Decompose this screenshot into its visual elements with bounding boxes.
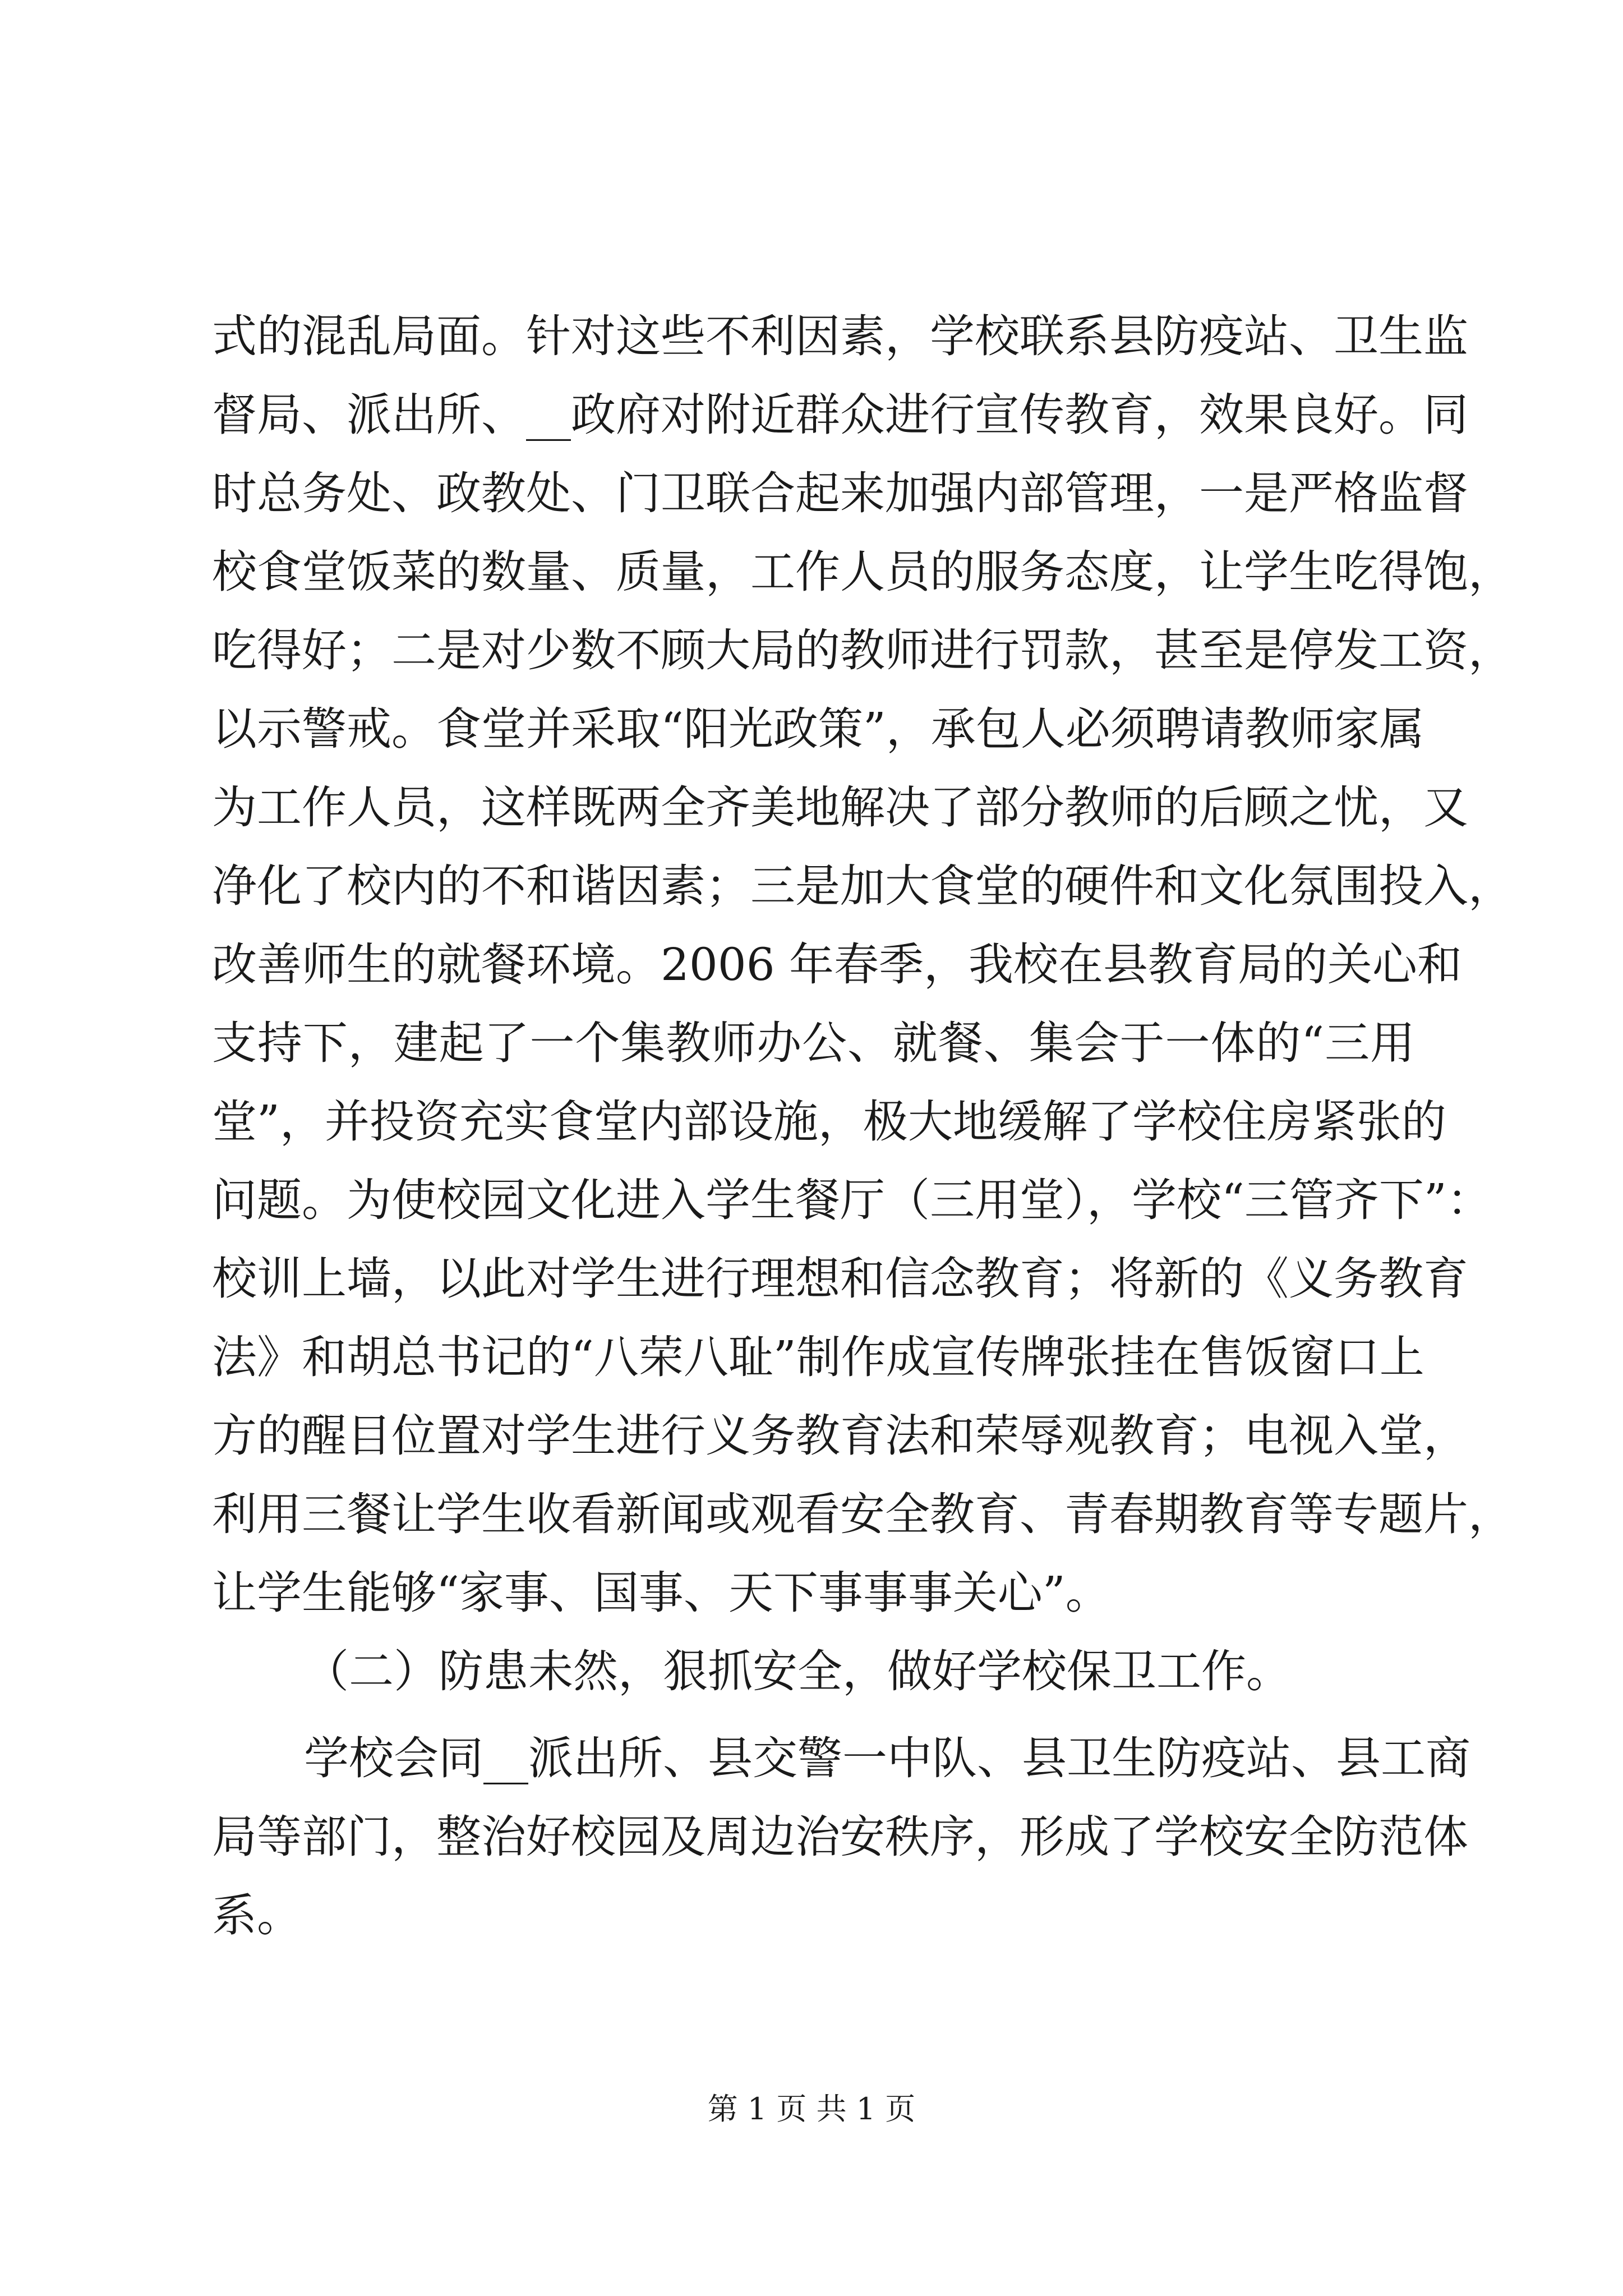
- body-text-line: 为工作人员，这样既两全齐美地解决了部分教师的后顾之忧，又: [212, 781, 1468, 834]
- body-text-line: 局等部门，整治好校园及周边治安秩序，形成了学校安全防范体: [212, 1811, 1468, 1863]
- body-text-line: 以示警戒。食堂并采取“阳光政策”，承包人必须聘请教师家属: [212, 703, 1424, 755]
- section-heading: （二）防患未然，狠抓安全，做好学校保卫工作。: [304, 1645, 1291, 1697]
- body-text-line: 改善师生的就餐环境。2006 年春季，我校在县教育局的关心和: [212, 938, 1463, 991]
- body-text-line: 支持下，建起了一个集教师办公、就餐、集会于一体的“三用: [212, 1017, 1415, 1069]
- body-text-line: 时总务处、政教处、门卫联合起来加强内部管理，一是严格监督: [212, 467, 1468, 519]
- body-text-line: 法》和胡总书记的“八荣八耻”制作成宣传牌张挂在售饭窗口上: [212, 1331, 1424, 1383]
- body-text-line: 利用三餐让学生收看新闻或观看安全教育、青春期教育等专题片，: [212, 1488, 1513, 1540]
- body-text-line: 校训上墙，以此对学生进行理想和信念教育；将新的《义务教育: [212, 1253, 1468, 1305]
- body-text-line: 吃得好；二是对少数不顾大局的教师进行罚款，甚至是停发工资，: [212, 624, 1513, 677]
- body-text-line: 净化了校内的不和谐因素；三是加大食堂的硬件和文化氛围投入，: [212, 860, 1513, 912]
- body-text-line: 让学生能够“家事、国事、天下事事事关心”。: [212, 1567, 1110, 1619]
- body-text-line: 式的混乱局面。针对这些不利因素，学校联系县防疫站、卫生监: [212, 310, 1468, 362]
- body-text-line: 系。: [212, 1889, 302, 1941]
- body-text-line: 方的醒目位置对学生进行义务教育法和荣辱观教育；电视入堂，: [212, 1410, 1468, 1462]
- body-text-line: 问题。为使校园文化进入学生餐厅（三用堂），学校“三管齐下”：: [212, 1174, 1492, 1226]
- body-text-line: 学校会同__派出所、县交警一中队、县卫生防疫站、县工商: [304, 1732, 1470, 1784]
- body-text-line: 校食堂饭菜的数量、质量，工作人员的服务态度，让学生吃得饱，: [212, 546, 1513, 598]
- body-text-line: 督局、派出所、__政府对附近群众进行宣传教育，效果良好。同: [212, 389, 1468, 441]
- page-number-footer: 第 1 页 共 1 页: [707, 2091, 916, 2127]
- body-text-line: 堂”，并投资充实食堂内部设施，极大地缓解了学校住房紧张的: [212, 1096, 1446, 1148]
